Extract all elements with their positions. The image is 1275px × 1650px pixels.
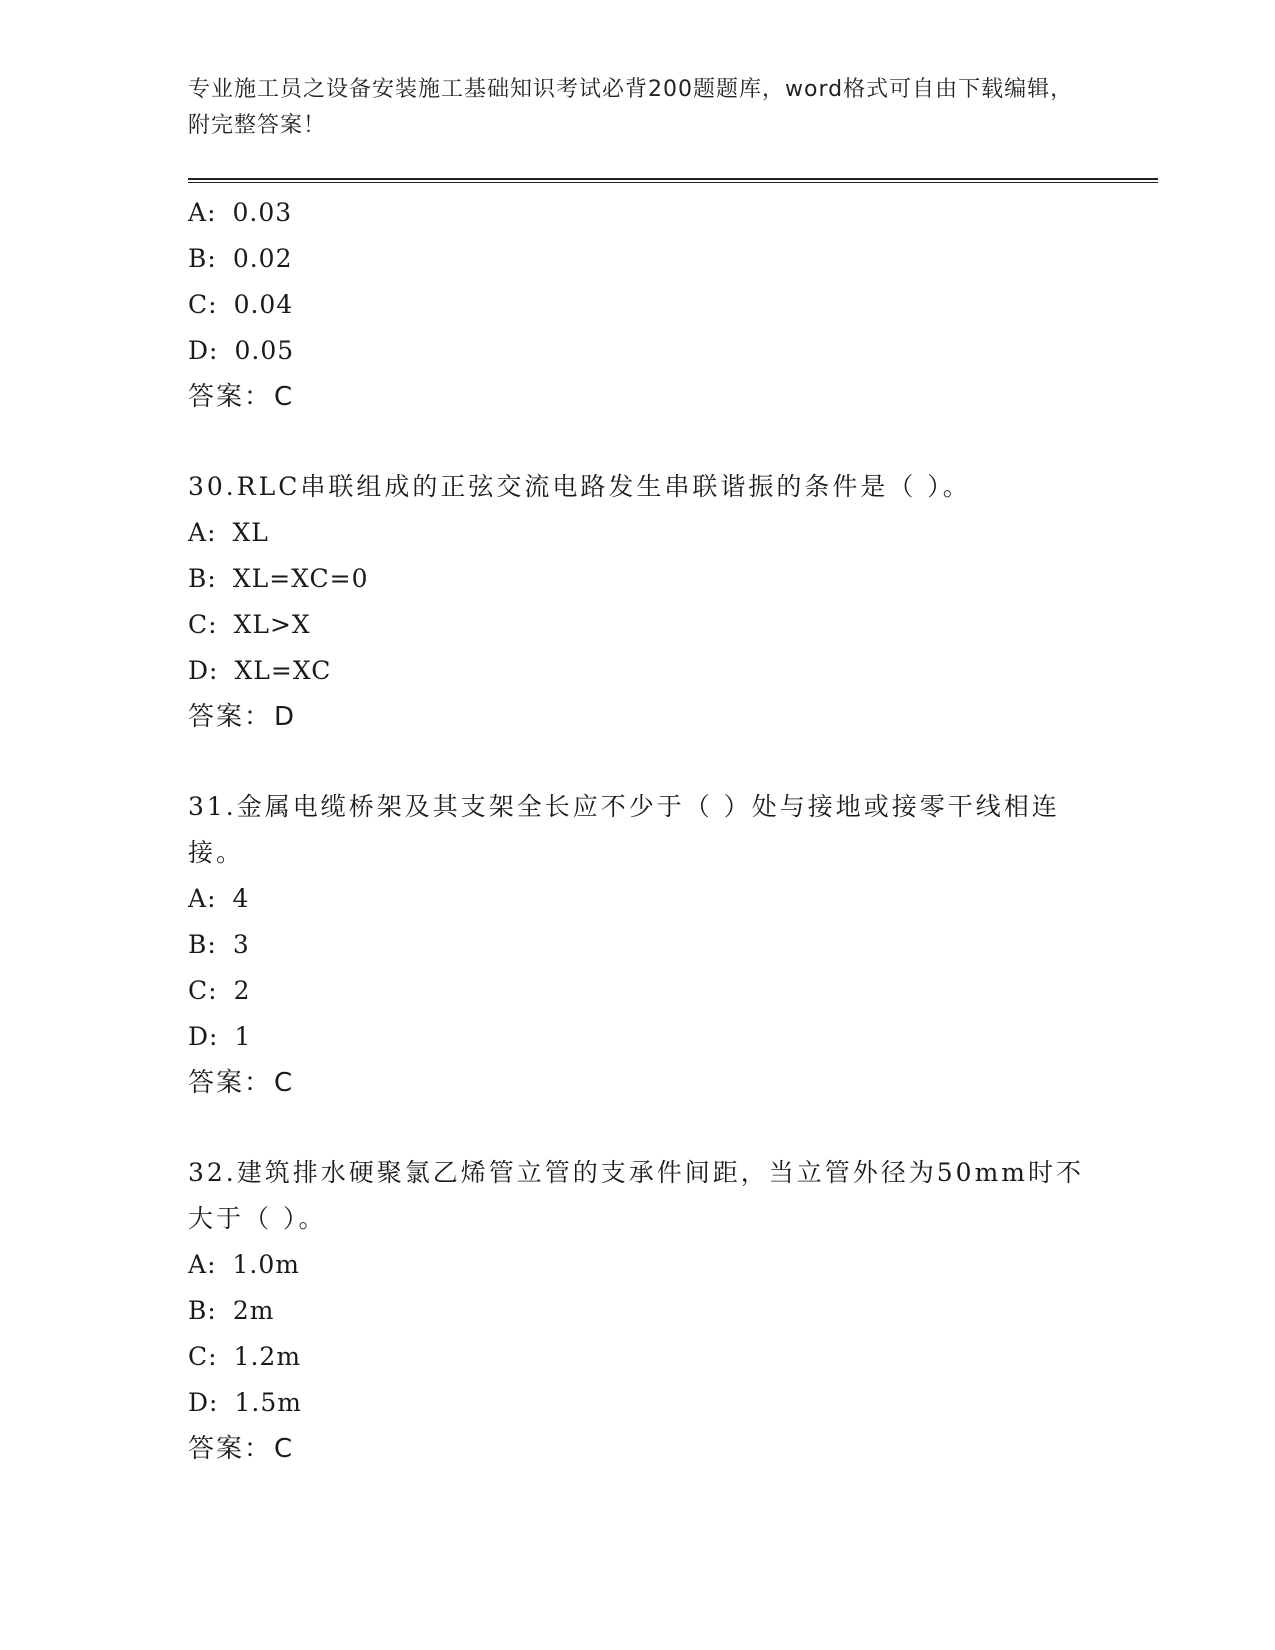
- question-32: [188, 1150, 1088, 1472]
- page-header: 专业施工员之设备安装施工基础知识考试必背200题题库，word格式可自由下载编辑，附完整答案！: [188, 77, 1074, 138]
- option-text: 1.5m: [234, 1388, 302, 1417]
- option-a: A : 0.03: [188, 198, 293, 227]
- option-text: 0.05: [234, 336, 295, 365]
- option-text: 3: [232, 930, 250, 959]
- option-a: A : XL: [188, 518, 269, 547]
- answer-value: C: [274, 382, 295, 412]
- option-text: XL: [232, 518, 269, 547]
- option-text: 0.03: [232, 198, 293, 227]
- question-31: [188, 784, 1088, 1106]
- option-a: A : 1.0m: [188, 1250, 300, 1279]
- option-text: 2: [233, 976, 251, 1005]
- question-number: 32.: [188, 1158, 237, 1187]
- question-text: 30.RLC串联组成的正弦交流电路发生串联谐振的条件是（ ）。: [188, 472, 971, 501]
- option-c: C : 2: [188, 976, 251, 1005]
- option-text: XL>X: [233, 610, 311, 639]
- answer-value: D: [274, 702, 297, 732]
- answer-value: C: [274, 1434, 295, 1464]
- option-d: D : 1: [188, 1022, 252, 1051]
- option-text: 2m: [232, 1296, 275, 1325]
- option-c: C : XL>X: [188, 610, 311, 639]
- option-text: XL=XC=0: [232, 564, 369, 593]
- option-c: C : 0.04: [188, 290, 294, 319]
- answer-line: 答案： C: [188, 382, 295, 412]
- option-text: 0.02: [232, 244, 293, 273]
- option-text: 1.0m: [232, 1250, 300, 1279]
- option-b: B : 0.02: [188, 244, 293, 273]
- option-c: C : 1.2m: [188, 1342, 302, 1371]
- option-text: 4: [232, 884, 250, 913]
- question-number: 30.: [188, 472, 237, 501]
- option-text: XL=XC: [234, 656, 332, 685]
- option-b: B : 2m: [188, 1296, 275, 1325]
- option-d: D : 0.05: [188, 336, 295, 365]
- question-text: 31.金属电缆桥架及其支架全长应不少于（ ）处与接地或接零干线相连接。: [188, 792, 1060, 867]
- option-d: D : 1.5m: [188, 1388, 302, 1417]
- answer-value: C: [274, 1068, 295, 1098]
- answer-line: 答案： D: [188, 702, 297, 732]
- option-d: D : XL=XC: [188, 656, 332, 685]
- header-divider: [188, 178, 1158, 183]
- question-30: [188, 464, 1088, 740]
- option-text: 1: [234, 1022, 252, 1051]
- answer-line: 答案： C: [188, 1068, 295, 1098]
- option-b: B : 3: [188, 930, 250, 959]
- option-text: 0.04: [233, 290, 294, 319]
- answer-line: 答案： C: [188, 1434, 295, 1464]
- question-text: 32.建筑排水硬聚氯乙烯管立管的支承件间距，当立管外径为50mm时不大于（ ）。: [188, 1158, 1084, 1233]
- question-29-continued: [188, 190, 1088, 420]
- option-a: A : 4: [188, 884, 250, 913]
- question-list: [188, 190, 1088, 1472]
- question-number: 31.: [188, 792, 237, 821]
- option-text: 1.2m: [233, 1342, 302, 1371]
- option-b: B : XL=XC=0: [188, 564, 369, 593]
